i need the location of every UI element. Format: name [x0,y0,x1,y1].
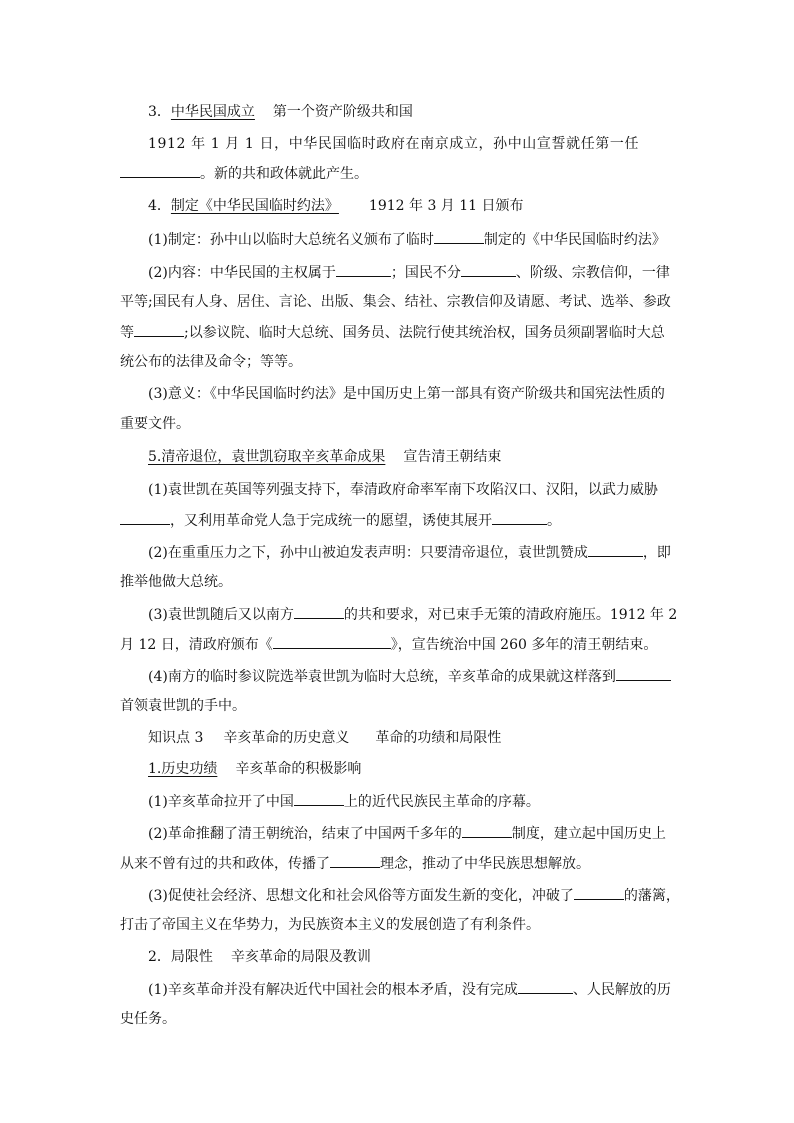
fill-blank[interactable] [330,853,380,868]
section-4-item-3-line-2: 重要文件。 [120,416,190,432]
section-3-paragraph-line-1: 1912 年 1 月 1 日，中华民国临时政府在南京成立，孙中山宣誓就任第一任 [148,136,640,152]
section-4-item-1: (1)制定：孙中山以临时大总统名义颁布了临时 制定的《中华民国临时约法》 [148,229,666,250]
fill-blank[interactable] [434,229,484,244]
fill-blank[interactable] [294,604,344,619]
fill-blank[interactable] [134,322,184,337]
section-5-item-2-line-1: (2)在重重压力之下，孙中山被迫发表声明：只要清帝退位，袁世凯赞成 ，即 [148,542,671,563]
fill-blank[interactable] [616,666,671,681]
knowledge-point-3-heading [148,728,501,748]
section-3-paragraph-line-2: 。新的共和政体就此产生。 [120,163,368,184]
limitations-subtitle: 辛亥革命的局限及教训 [230,949,371,965]
section-5-subtitle: 宣告清王朝结束 [403,449,502,465]
fill-blank[interactable] [462,823,512,838]
knowledge-point-subtitle: 革命的功绩和局限性 [375,730,502,746]
section-4-item-2-line-4: 统公布的法律及命令；等等。 [120,354,302,370]
section-5-title: 5.清帝退位，袁世凯窃取辛亥革命成果 [148,449,386,465]
section-5-item-2-line-2: 推举他做大总统。 [120,574,232,590]
section-3-title: 中华民国成立 [170,104,255,120]
fill-blank[interactable] [120,163,200,178]
fill-blank[interactable] [120,510,170,525]
fill-blank[interactable] [588,542,643,557]
section-3-subtitle: 第一个资产阶级共和国 [272,104,413,120]
fill-blank[interactable] [336,262,391,277]
achievements-subtitle: 辛亥革命的积极影响 [235,761,362,777]
achievements-item-1: (1)辛亥革命拉开了中国 上的近代民族民主革命的序幕。 [148,791,540,812]
achievements-item-2-line-1: (2)革命推翻了清王朝统治，结束了中国两千多年的 制度，建立起中国历史上 [148,823,666,844]
section-4-subtitle: 1912 年 3 月 11 日颁布 [368,198,524,214]
knowledge-point-title: 辛亥革命的历史意义 [223,730,350,746]
section-5-item-3-line-2: 月 12 日，清政府颁布《 》，宣告统治中国 260 多年的清王朝结束。 [120,634,657,655]
achievements-item-3-line-1: (3)促使社会经济、思想文化和社会风俗等方面发生新的变化，冲破了 的藩篱， [148,885,680,906]
section-4-item-2-line-3: 等 ;以参议院、临时大总统、国务员、法院行使其统治权，国务员须副署临时大总 [120,322,665,343]
fill-blank[interactable] [492,510,547,525]
achievements-heading [148,759,361,779]
achievements-item-2-line-2: 从来不曾有过的共和政体，传播了 理念，推动了中华民族思想解放。 [120,853,590,874]
achievements-item-3-line-2: 打击了帝国主义在华势力，为民族资本主义的发展创造了有利条件。 [120,917,540,933]
fill-blank[interactable] [461,262,516,277]
section-3-heading [148,102,413,122]
limitations-title: 2．局限性 [148,949,213,965]
section-5-item-1-line-2: ，又利用革命党人急于完成统一的愿望，诱使其展开 。 [120,510,561,531]
section-5-item-4-line-2: 首领袁世凯的手中。 [120,698,246,714]
section-5-item-4-line-1: (4)南方的临时参议院选举袁世凯为临时大总统，辛亥革命的成果就这样落到 [148,666,671,687]
limitations-item-1-line-1: (1)辛亥革命并没有解决近代中国社会的根本矛盾，没有完成 、人民解放的历 [148,979,671,1000]
section-5-item-3-line-1: (3)袁世凯随后又以南方 的共和要求，对已束手无策的清政府施压。1912 年 2 [148,604,677,625]
section-5-item-1-line-1: (1)袁世凯在英国等列强支持下，奉清政府命率军南下攻陷汉口、汉阳，以武力威胁 [148,482,658,498]
section-4-number: 4． [148,198,171,214]
section-4-item-2-line-2: 平等;国民有人身、居住、言论、出版、集会、结社、宗教信仰及请愿、考试、选举、参政 [120,294,671,310]
section-4-heading [148,196,524,216]
section-3-number: 3． [148,104,171,120]
section-5-heading [148,447,501,467]
fill-blank[interactable] [294,791,344,806]
section-4-item-3-line-1: (3)意义：《中华民国临时约法》是中国历史上第一部具有资产阶级共和国宪法性质的 [148,386,665,402]
achievements-title: 1.历史功绩 [148,761,218,777]
fill-blank[interactable] [273,634,391,649]
section-4-title: 制定《中华民国临时约法》 [170,198,339,214]
fill-blank[interactable] [574,885,624,900]
section-4-item-2-line-1: (2)内容：中华民国的主权属于 ；国民不分 、阶级、宗教信仰，一律 [148,262,670,283]
knowledge-point-label: 知识点 3 [148,730,204,746]
limitations-item-1-line-2: 史任务。 [120,1011,176,1027]
limitations-heading [148,947,371,967]
fill-blank[interactable] [518,979,573,994]
